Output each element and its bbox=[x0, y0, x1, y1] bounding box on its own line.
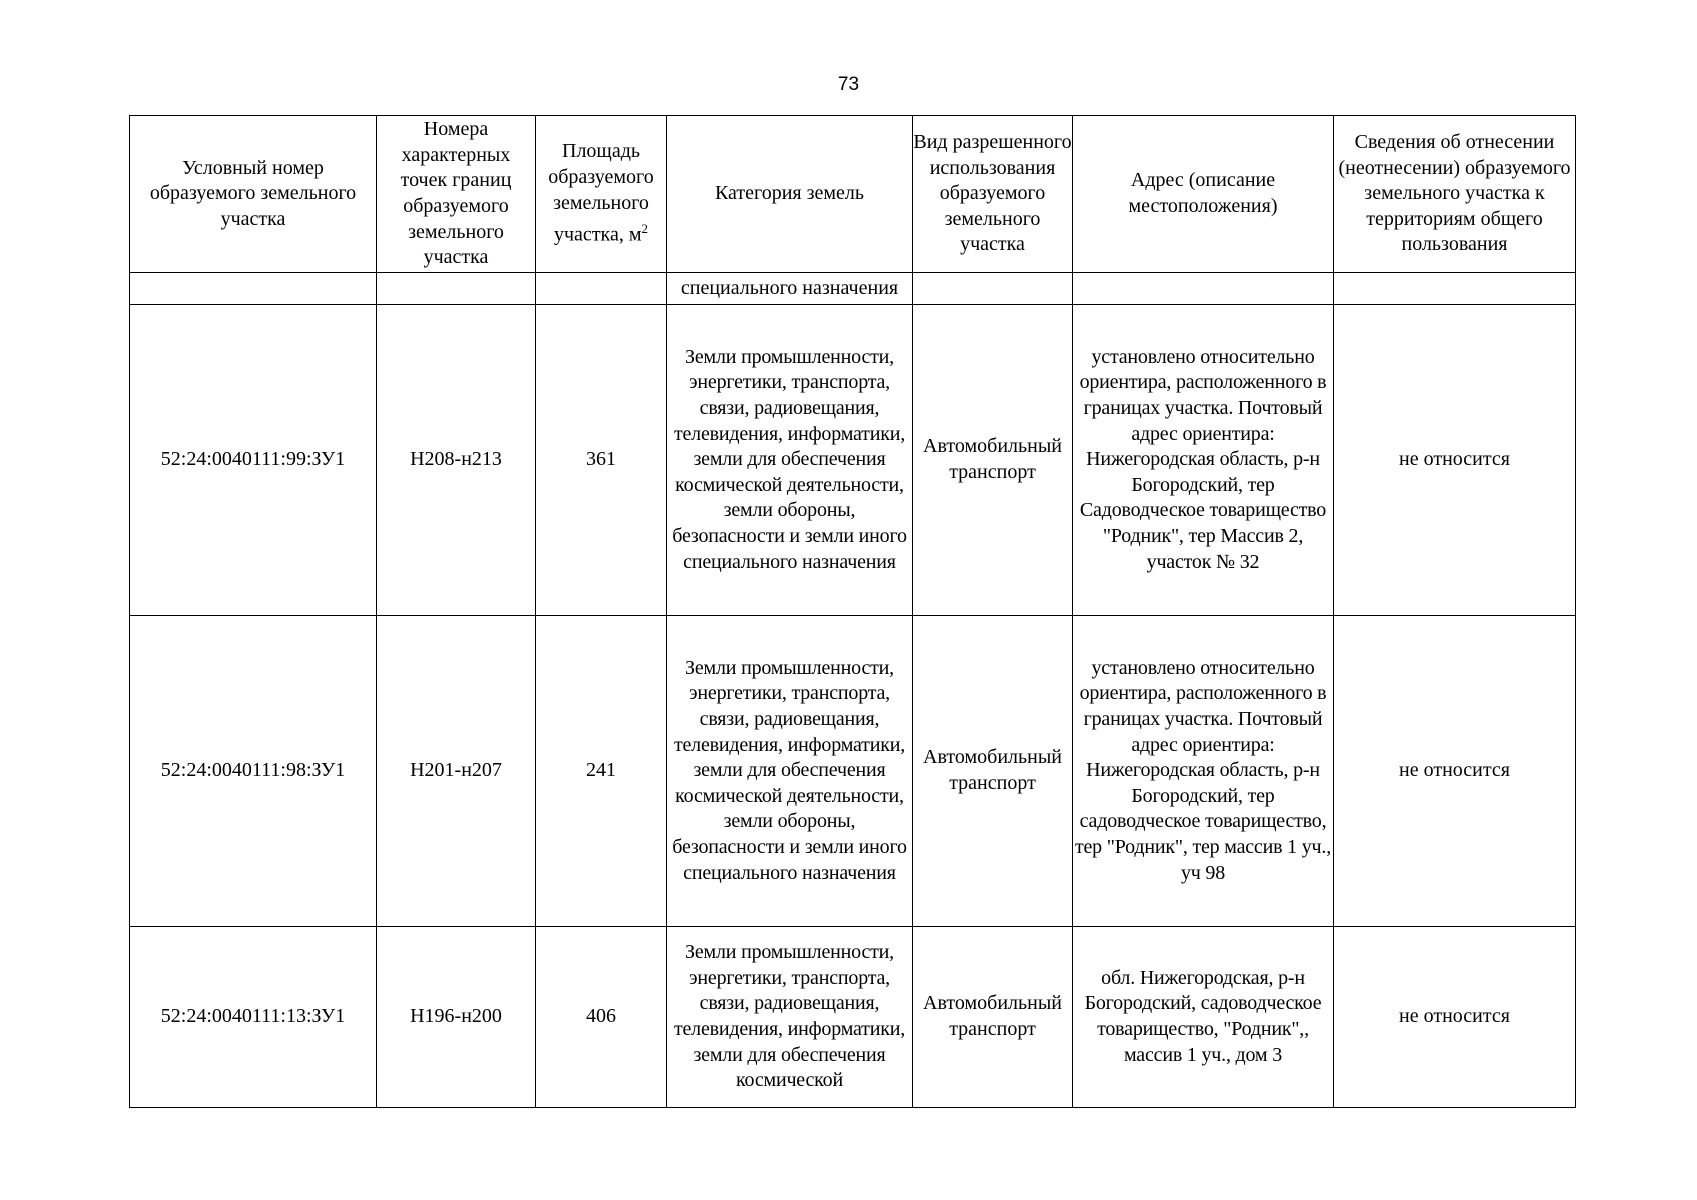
public-use-status: не относится bbox=[1334, 616, 1576, 927]
table-row bbox=[130, 305, 1576, 616]
public-use-status: не относится bbox=[1334, 927, 1576, 1108]
header-public-use: Сведения об отнесении (неотнесении) образуемого земельного участка к территориям общего пользования bbox=[1334, 116, 1576, 273]
permitted-use: Автомобильный транспорт bbox=[913, 616, 1073, 927]
header-address: Адрес (описание местоположения) bbox=[1073, 116, 1334, 273]
land-category: Земли промышленности, энергетики, транспорта, связи, радиовещания, телевидения, информатики, земли для обеспечения космической bbox=[667, 927, 913, 1108]
continuation-cell-empty bbox=[1334, 273, 1576, 305]
continuation-cell-empty bbox=[913, 273, 1073, 305]
table-row bbox=[130, 927, 1576, 1108]
continuation-cell-empty bbox=[377, 273, 536, 305]
table-header-row bbox=[130, 116, 1576, 273]
plot-address: установлено относительно ориентира, расположенного в границах участка. Почтовый адрес ориентира: Нижегородская область, р-н Богородский, тер садоводческое товарищество, тер "Родник", тер массив 1 уч., уч 98 bbox=[1073, 616, 1334, 927]
land-category: Земли промышленности, энергетики, транспорта, связи, радиовещания, телевидения, информатики, земли для обеспечения космической деятельности, земли обороны, безопасности и земли иного специального назначения bbox=[667, 616, 913, 927]
boundary-points: Н208-н213 bbox=[377, 305, 536, 616]
boundary-points: Н196-н200 bbox=[377, 927, 536, 1108]
plot-address: установлено относительно ориентира, расположенного в границах участка. Почтовый адрес ориентира: Нижегородская область, р-н Богородский, тер Садоводческое товарищество "Родник", тер Массив 2, участок № 32 bbox=[1073, 305, 1334, 616]
plot-area: 406 bbox=[536, 927, 667, 1108]
header-boundary-points: Номера характерных точек границ образуемого земельного участка bbox=[377, 116, 536, 273]
continuation-cell-empty bbox=[1073, 273, 1334, 305]
header-plot-number: Условный номер образуемого земельного участка bbox=[130, 116, 377, 273]
header-permitted-use: Вид разрешенного использования образуемого земельного участка bbox=[913, 116, 1073, 273]
plot-number: 52:24:0040111:98:ЗУ1 bbox=[130, 616, 377, 927]
plot-number: 52:24:0040111:13:ЗУ1 bbox=[130, 927, 377, 1108]
permitted-use: Автомобильный транспорт bbox=[913, 305, 1073, 616]
public-use-status: не относится bbox=[1334, 305, 1576, 616]
continuation-cell-empty bbox=[536, 273, 667, 305]
land-plots-table bbox=[129, 115, 1576, 1108]
boundary-points: Н201-н207 bbox=[377, 616, 536, 927]
plot-number: 52:24:0040111:99:ЗУ1 bbox=[130, 305, 377, 616]
header-area bbox=[536, 116, 667, 273]
page-number: 73 bbox=[837, 74, 860, 95]
plot-address: обл. Нижегородская, р-н Богородский, садоводческое товарищество, "Родник",, массив 1 уч., дом 3 bbox=[1073, 927, 1334, 1108]
continuation-row bbox=[130, 273, 1576, 305]
continuation-category: специального назначения bbox=[667, 273, 913, 305]
table-row bbox=[130, 616, 1576, 927]
land-category: Земли промышленности, энергетики, транспорта, связи, радиовещания, телевидения, информатики, земли для обеспечения космической деятельности, земли обороны, безопасности и земли иного специального назначения bbox=[667, 305, 913, 616]
continuation-cell-empty bbox=[130, 273, 377, 305]
header-area-label: Площадь образуемого земельного участка, м bbox=[548, 140, 654, 246]
plot-area: 361 bbox=[536, 305, 667, 616]
plot-area: 241 bbox=[536, 616, 667, 927]
header-land-category: Категория земель bbox=[667, 116, 913, 273]
permitted-use: Автомобильный транспорт bbox=[913, 927, 1073, 1108]
header-area-unit-superscript: 2 bbox=[641, 221, 648, 237]
